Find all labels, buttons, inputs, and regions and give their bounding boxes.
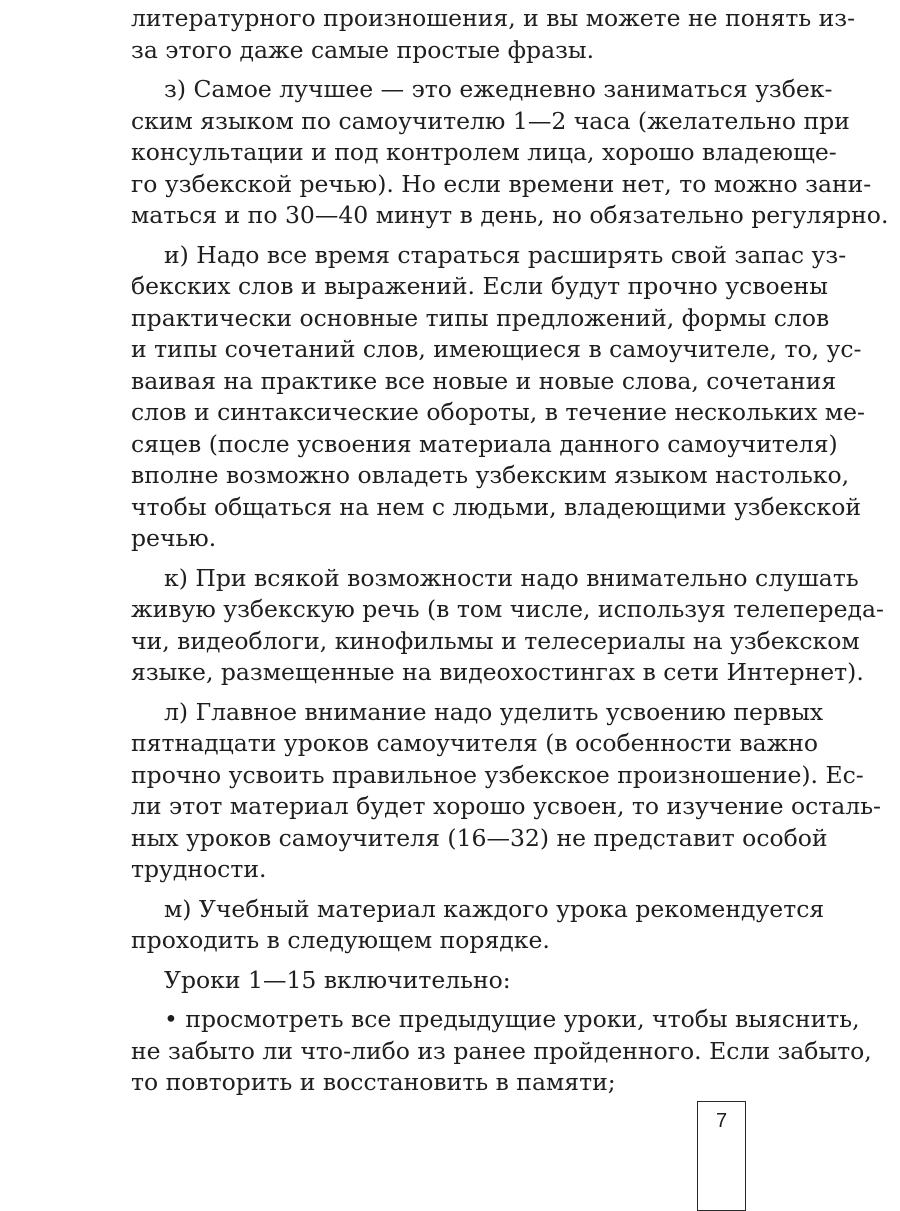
- text-line: Уроки 1—15 включительно:: [164, 965, 511, 994]
- text-line: • просмотреть все предыдущие уроки, чтобы выяснить,: [164, 1005, 860, 1033]
- text-line: л) Главное внимание надо уделить усвоению первых: [164, 697, 824, 726]
- text-line: то повторить и восстановить в памяти;: [131, 1068, 616, 1096]
- text-line: чи, видеоблоги, кинофильмы и телесериалы на узбекском: [131, 626, 860, 655]
- text-line: вполне возможно овладеть узбекским языком настолько,: [131, 461, 850, 489]
- text-line: го узбекской речью). Но если времени нет, то можно зани-: [131, 169, 872, 198]
- text-line: ли этот материал будет хорошо усвоен, то изучение осталь-: [131, 792, 881, 820]
- text-line: практически основные типы предложений, формы слов: [131, 303, 830, 332]
- text-line: ским языком по самоучителю 1—2 часа (желательно при: [131, 106, 850, 135]
- text-line: сяцев (после усвоения материала данного самоучителя): [131, 429, 838, 458]
- paragraph-l: [131, 697, 881, 886]
- text-line: ваивая на практике все новые и новые слова, сочетания: [131, 366, 837, 395]
- text-line: проходить в следующем порядке.: [131, 926, 550, 954]
- paragraph-continuation: [131, 3, 856, 66]
- text-line: за этого даже самые простые фразы.: [131, 35, 595, 64]
- paragraph-k: [131, 563, 884, 689]
- page-text-column: [131, 0, 889, 1099]
- paragraph-z: [131, 74, 889, 232]
- text-line: языке, размещенные на видеохостингах в сети Интернет).: [131, 658, 864, 686]
- text-line: литературного произношения, и вы можете не понять из-: [131, 4, 856, 32]
- text-line: не забыто ли что-либо из ранее пройденного. Если забыто,: [131, 1036, 872, 1065]
- text-line: и типы сочетаний слов, имеющиеся в самоучителе, то, ус-: [131, 335, 862, 363]
- text-line: м) Учебный материал каждого урока рекомендуется: [164, 894, 825, 923]
- page-number-box: [697, 1101, 746, 1211]
- paragraph-bullet: [131, 1004, 872, 1099]
- page-number: 7: [715, 1110, 728, 1132]
- text-line: живую узбекскую речь (в том числе, используя телепереда-: [131, 595, 884, 623]
- text-line: з) Самое лучшее — это ежедневно заниматься узбек-: [164, 75, 833, 103]
- text-line: и) Надо все время стараться расширять свой запас уз-: [164, 240, 847, 269]
- text-line: маться и по 30—40 минут в день, но обязательно регулярно.: [131, 201, 889, 229]
- text-line: прочно усвоить правильное узбекское произношение). Ес-: [131, 760, 864, 789]
- text-line: речью.: [131, 524, 217, 552]
- text-line: ных уроков самоучителя (16—32) не представит особой: [131, 823, 828, 852]
- paragraph-i: [131, 240, 865, 555]
- text-line: к) При всякой возможности надо внимательно слушать: [164, 563, 859, 592]
- text-line: пятнадцати уроков самоучителя (в особенности важно: [131, 729, 819, 757]
- paragraph-m: [131, 894, 825, 957]
- text-line: бекских слов и выражений. Если будут прочно усвоены: [131, 272, 828, 300]
- text-line: трудности.: [131, 855, 267, 883]
- text-line: слов и синтаксические обороты, в течение нескольких ме-: [131, 398, 865, 426]
- text-line: чтобы общаться на нем с людьми, владеющими узбекской: [131, 492, 862, 521]
- text-line: консультации и под контролем лица, хорошо владеюще-: [131, 138, 837, 166]
- paragraph-lessons-heading: [131, 965, 751, 997]
